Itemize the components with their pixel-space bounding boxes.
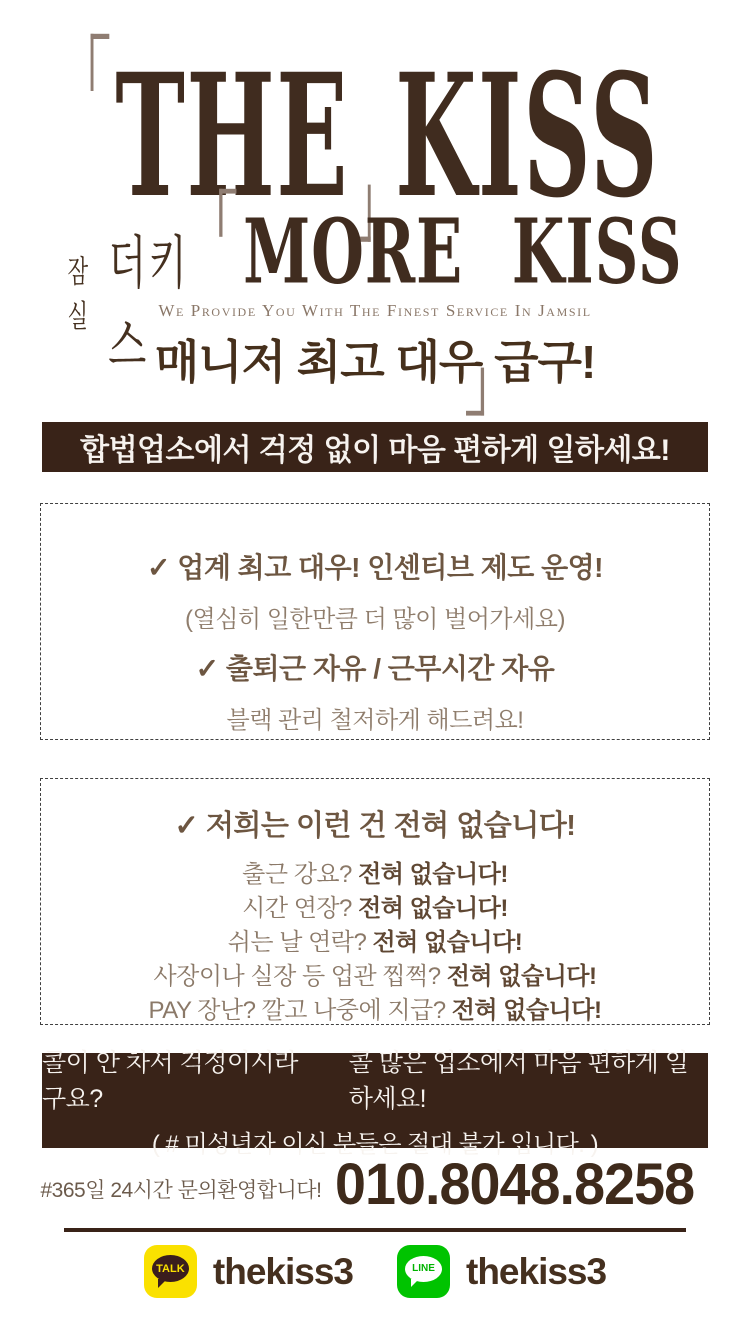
line-icon xyxy=(397,1245,450,1298)
guarantee-emphasis: 전혀 없습니다! xyxy=(358,895,508,922)
line-contact xyxy=(397,1245,606,1298)
guarantee-item xyxy=(242,892,508,926)
footer xyxy=(0,1245,750,1298)
guarantees-heading: ✓ 저희는 이런 건 전혀 없습니다! xyxy=(175,803,576,844)
logo-word-kiss2: KISS xyxy=(511,200,683,304)
benefit-item: 블랙 관리 철저하게 해드려요! xyxy=(226,707,524,734)
logo-word-the: THE xyxy=(115,36,350,236)
page-title: 매니저 최고 대우 급구! xyxy=(154,336,596,388)
guarantee-prefix: 출근 강요? xyxy=(242,861,359,888)
location-label-small: 잠실 xyxy=(67,253,89,334)
banner-bottom-line1-right: 콜 많은 업소에서 마음 편하게 일하세요! xyxy=(348,1048,689,1113)
banner-bottom-line1-left: 콜이 안 차서 걱정이시라구요? xyxy=(42,1048,298,1113)
guarantee-emphasis: 전혀 없습니다! xyxy=(451,997,602,1024)
divider xyxy=(64,1228,686,1232)
logo-line1 xyxy=(91,36,660,236)
banner-top-text: 합법업소에서 걱정 없이 마음 편하게 일하세요! xyxy=(80,434,670,467)
logo xyxy=(105,36,660,236)
line-bubble-icon: LINE xyxy=(405,1256,442,1282)
guarantee-prefix: 시간 연장? xyxy=(242,895,359,922)
kakaotalk-bubble-icon: TALK xyxy=(152,1255,189,1282)
corner-bracket-top-left-icon xyxy=(219,189,237,237)
banner-bottom xyxy=(42,1048,708,1158)
banner-bottom-line2: ( # 미성년자 이신 분들은 절대 불가 입니다. ) xyxy=(151,1130,599,1158)
banner-bottom-line1 xyxy=(42,1043,708,1115)
guarantee-emphasis: 전혀 없습니다! xyxy=(358,861,508,888)
benefit-item: ✓ 출퇴근 자유 / 근무시간 자유 xyxy=(196,647,555,687)
guarantee-prefix: PAY 장난? 깔고 나중에 지급? xyxy=(148,997,452,1024)
benefit-item: ✓ 업계 최고 대우! 인센티브 제도 운영! xyxy=(147,546,603,586)
guarantee-item xyxy=(154,960,597,994)
location-label-large: 더키스 xyxy=(108,232,190,379)
guarantee-prefix: 쉬는 날 연락? xyxy=(227,929,373,956)
logo-word-more: MORE xyxy=(243,200,464,304)
logo-word-kiss: KISS xyxy=(395,36,660,236)
guarantees-box xyxy=(40,778,710,1025)
line-id: thekiss3 xyxy=(466,1250,607,1292)
guarantee-item xyxy=(149,994,602,1028)
guarantee-prefix: 사장이나 실장 등 업관 찝쩍? xyxy=(153,963,447,990)
benefits-box xyxy=(40,503,710,740)
guarantee-item xyxy=(228,926,523,960)
benefit-item: (열심히 일한만큼 더 많이 벌어가세요) xyxy=(185,606,565,633)
guarantee-emphasis: 전혀 없습니다! xyxy=(446,963,597,990)
banner-top xyxy=(42,422,708,472)
kakao-id: thekiss3 xyxy=(212,1250,353,1292)
guarantee-emphasis: 전혀 없습니다! xyxy=(372,929,523,956)
corner-bracket-top-left-icon xyxy=(91,34,110,91)
contact-row xyxy=(0,1152,750,1217)
kakaotalk-icon xyxy=(144,1245,197,1298)
subtitle: We Provide You With The Finest Service In Jamsil xyxy=(158,301,592,320)
phone-number: 010.8048.8258 xyxy=(335,1152,695,1217)
kakao-contact xyxy=(144,1245,353,1298)
contact-label: #365일 24시간 문의환영합니다! xyxy=(40,1179,322,1202)
guarantee-item xyxy=(242,858,508,892)
